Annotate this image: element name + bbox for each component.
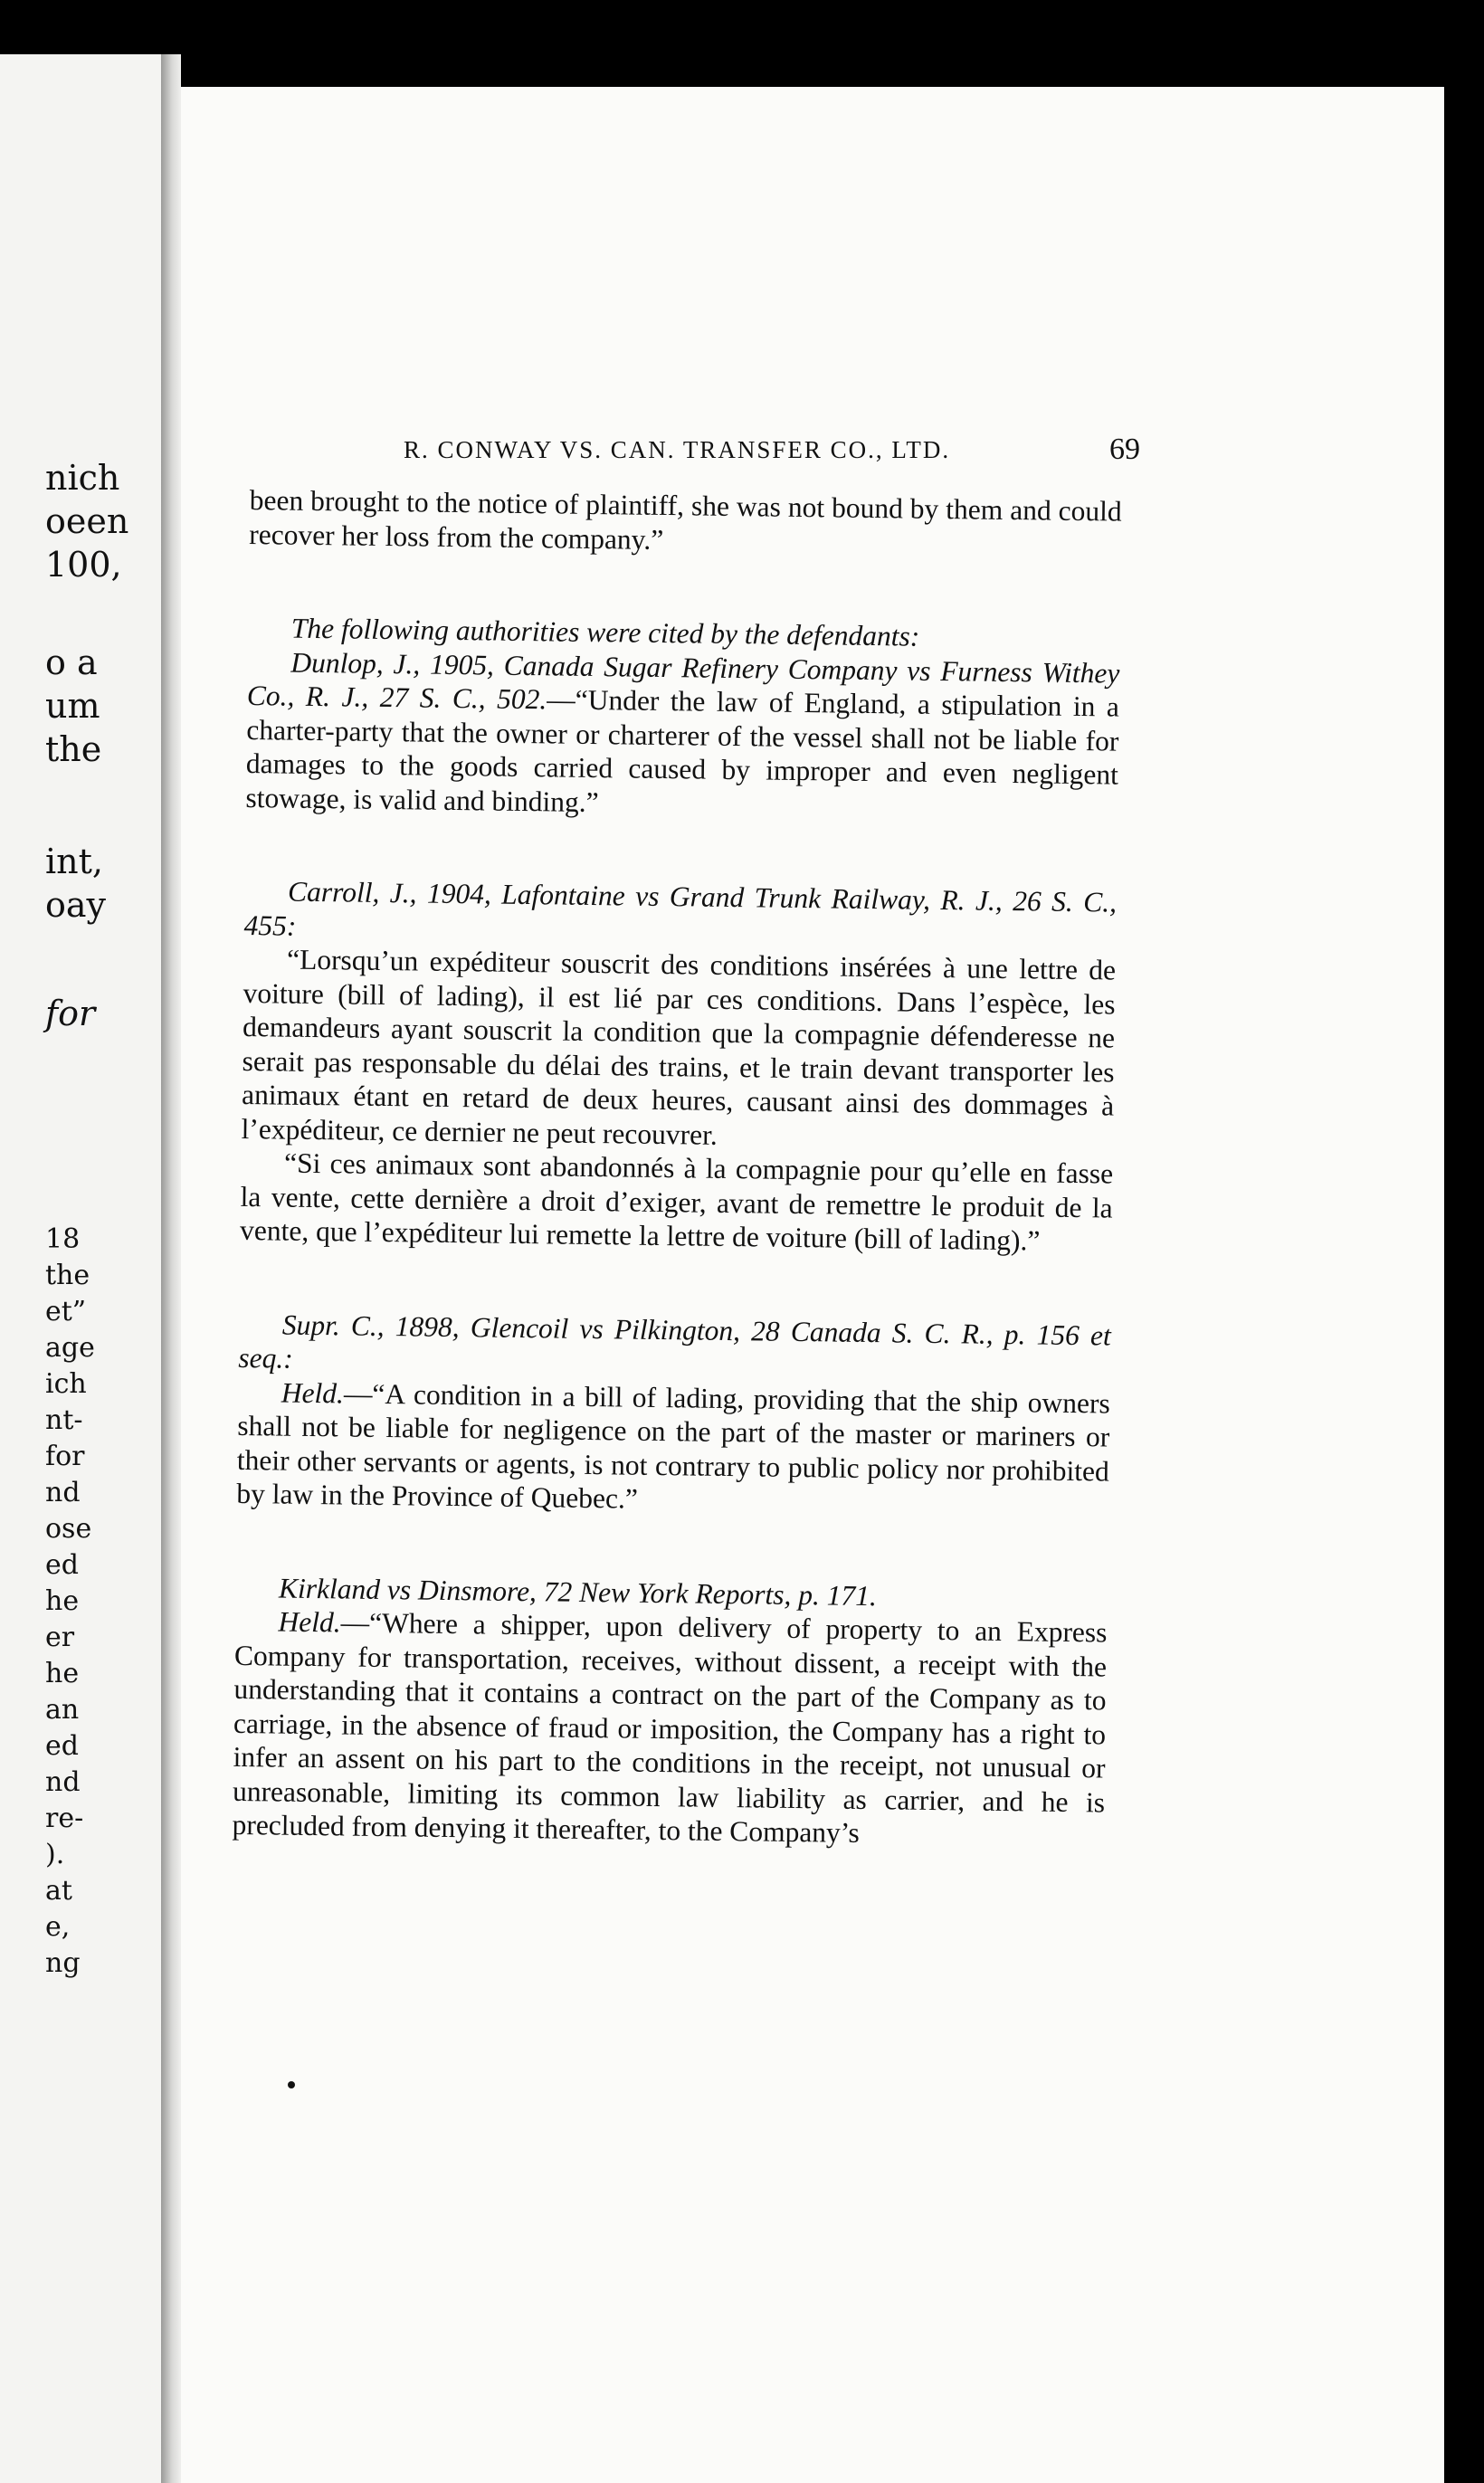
held-paragraph bbox=[232, 1604, 1107, 1853]
body-text bbox=[232, 483, 1122, 1853]
section-gap bbox=[248, 551, 1121, 623]
facing-page-line: ed bbox=[45, 1549, 79, 1581]
paragraph-text: —“A condition in a bill of lading, providing that the ship owners shall not be liable for negligence on the part of the master or mariners or their other servants or agents, is not contrary to public policy nor prohibited by law in the Province of Quebec.” bbox=[236, 1376, 1111, 1515]
citation: Dunlop, J., 1905, Canada Sugar Refinery Company vs Furness Withey Co., R. J., 27 S. C., 502. bbox=[246, 646, 1120, 716]
section-gap bbox=[235, 1510, 1108, 1582]
facing-page-line: ng bbox=[45, 1947, 81, 1979]
facing-page-line: he bbox=[45, 1585, 80, 1617]
running-head: R. CONWAY VS. CAN. TRANSFER CO., LTD. bbox=[404, 436, 951, 463]
citation: Kirkland vs Dinsmore, 72 New York Reports, p. 171. bbox=[278, 1572, 878, 1612]
paragraph-text: “Lorsqu’un expéditeur souscrit des conditions insérées à une lettre de voiture (bill of lading), il est lié par ces conditions. Dans l’espèce, les demandeurs ayant souscrit la condition que la compagnie défenderesse ne serait pas responsable du délai des trains, et le train devant transporter les animaux étant en retard de deux heures, causant ainsi des dommages à l’expéditeur, ce dernier ne peut recouvrer. bbox=[241, 943, 1117, 1151]
paragraph-text: —“Under the law of England, a stipulation in a charter-party that the owner or charterer of the vessel shall not be liable for damages to the goods carried caused by improper and even negligent stowage, is valid and binding.” bbox=[245, 683, 1120, 818]
paragraph-text: —“Where a shipper, upon delivery of property to an Express Company for transportation, receives, without dissent, a receipt with the understanding that it contains a contract on the part of the Company as to carriage, in the absence of fraud or imposition, the Company has a right to infer an assent on his part to the conditions in the receipt, not unusual or unreasonable, limiting its common law liability as carrier, and he is precluded from denying it thereafter, to the Company’s bbox=[232, 1606, 1108, 1849]
facing-page-line: an bbox=[45, 1694, 80, 1726]
ink-speck bbox=[288, 2081, 295, 2088]
facing-page-line: e, bbox=[45, 1911, 71, 1943]
citation: Carroll, J., 1904, Lafontaine vs Grand Trunk Railway, R. J., 26 S. C., 455: bbox=[243, 875, 1118, 942]
facing-page-line: nd bbox=[45, 1477, 81, 1508]
facing-page-line: nd bbox=[45, 1766, 81, 1798]
facing-page-line: he bbox=[45, 1658, 80, 1689]
quote-paragraph bbox=[240, 1146, 1113, 1259]
facing-page-line: the bbox=[45, 1260, 90, 1291]
facing-page-line: nt- bbox=[45, 1404, 83, 1436]
page-header bbox=[404, 433, 1140, 481]
quote-paragraph bbox=[241, 942, 1116, 1157]
facing-page-line: um bbox=[45, 686, 100, 726]
paragraph bbox=[249, 483, 1122, 563]
held-paragraph bbox=[236, 1375, 1110, 1522]
facing-page-line: re- bbox=[45, 1803, 84, 1834]
facing-page bbox=[0, 54, 161, 2483]
citation-paragraph bbox=[238, 1307, 1111, 1386]
facing-page-line: ). bbox=[45, 1839, 65, 1870]
section-gap bbox=[239, 1247, 1112, 1318]
facing-page-line: ed bbox=[45, 1730, 79, 1762]
facing-page-line: 18 bbox=[45, 1223, 81, 1255]
facing-page-line: et” bbox=[45, 1296, 87, 1327]
citation-paragraph bbox=[243, 874, 1117, 954]
paragraph-text: “Si ces animaux sont abandonnés à la compagnie pour qu’elle en fasse la vente, cette dernière a droit d’exiger, avant de remettre le produit de la vente, que l’expéditeur lui remette la lettre de voiture (bill of lading).” bbox=[239, 1146, 1114, 1257]
book-gutter bbox=[161, 54, 181, 2483]
facing-page-line: ich bbox=[45, 1368, 87, 1400]
facing-page-line: o a bbox=[45, 642, 98, 682]
paragraph-text: been brought to the notice of plaintiff, she was not bound by them and could recover her loss from the company.” bbox=[249, 483, 1122, 556]
paragraph-text: The following authorities were cited by the defendants: bbox=[290, 612, 920, 652]
facing-page-line: ose bbox=[45, 1513, 92, 1545]
facing-page-line: er bbox=[45, 1622, 75, 1653]
section-gap bbox=[244, 814, 1118, 886]
held-label: Held. bbox=[281, 1376, 345, 1409]
facing-page-line: the bbox=[45, 729, 102, 769]
facing-page-line: nich bbox=[45, 458, 120, 498]
citation-paragraph bbox=[245, 644, 1119, 825]
facing-page-line: oay bbox=[45, 885, 107, 925]
citation: Supr. C., 1898, Glencoil vs Pilkington, 28 Canada S. C. R., p. 156 et seq.: bbox=[238, 1308, 1111, 1375]
facing-page-line: for bbox=[45, 994, 96, 1033]
facing-page-line: int, bbox=[45, 842, 103, 881]
facing-page-line: for bbox=[45, 1441, 85, 1472]
facing-page-line: age bbox=[45, 1332, 95, 1364]
held-label: Held. bbox=[278, 1605, 341, 1639]
facing-page-line: oeen bbox=[45, 501, 129, 541]
facing-page-line: 100, bbox=[45, 545, 122, 585]
facing-page-line: at bbox=[45, 1875, 72, 1907]
page-number: 69 bbox=[1109, 433, 1140, 466]
